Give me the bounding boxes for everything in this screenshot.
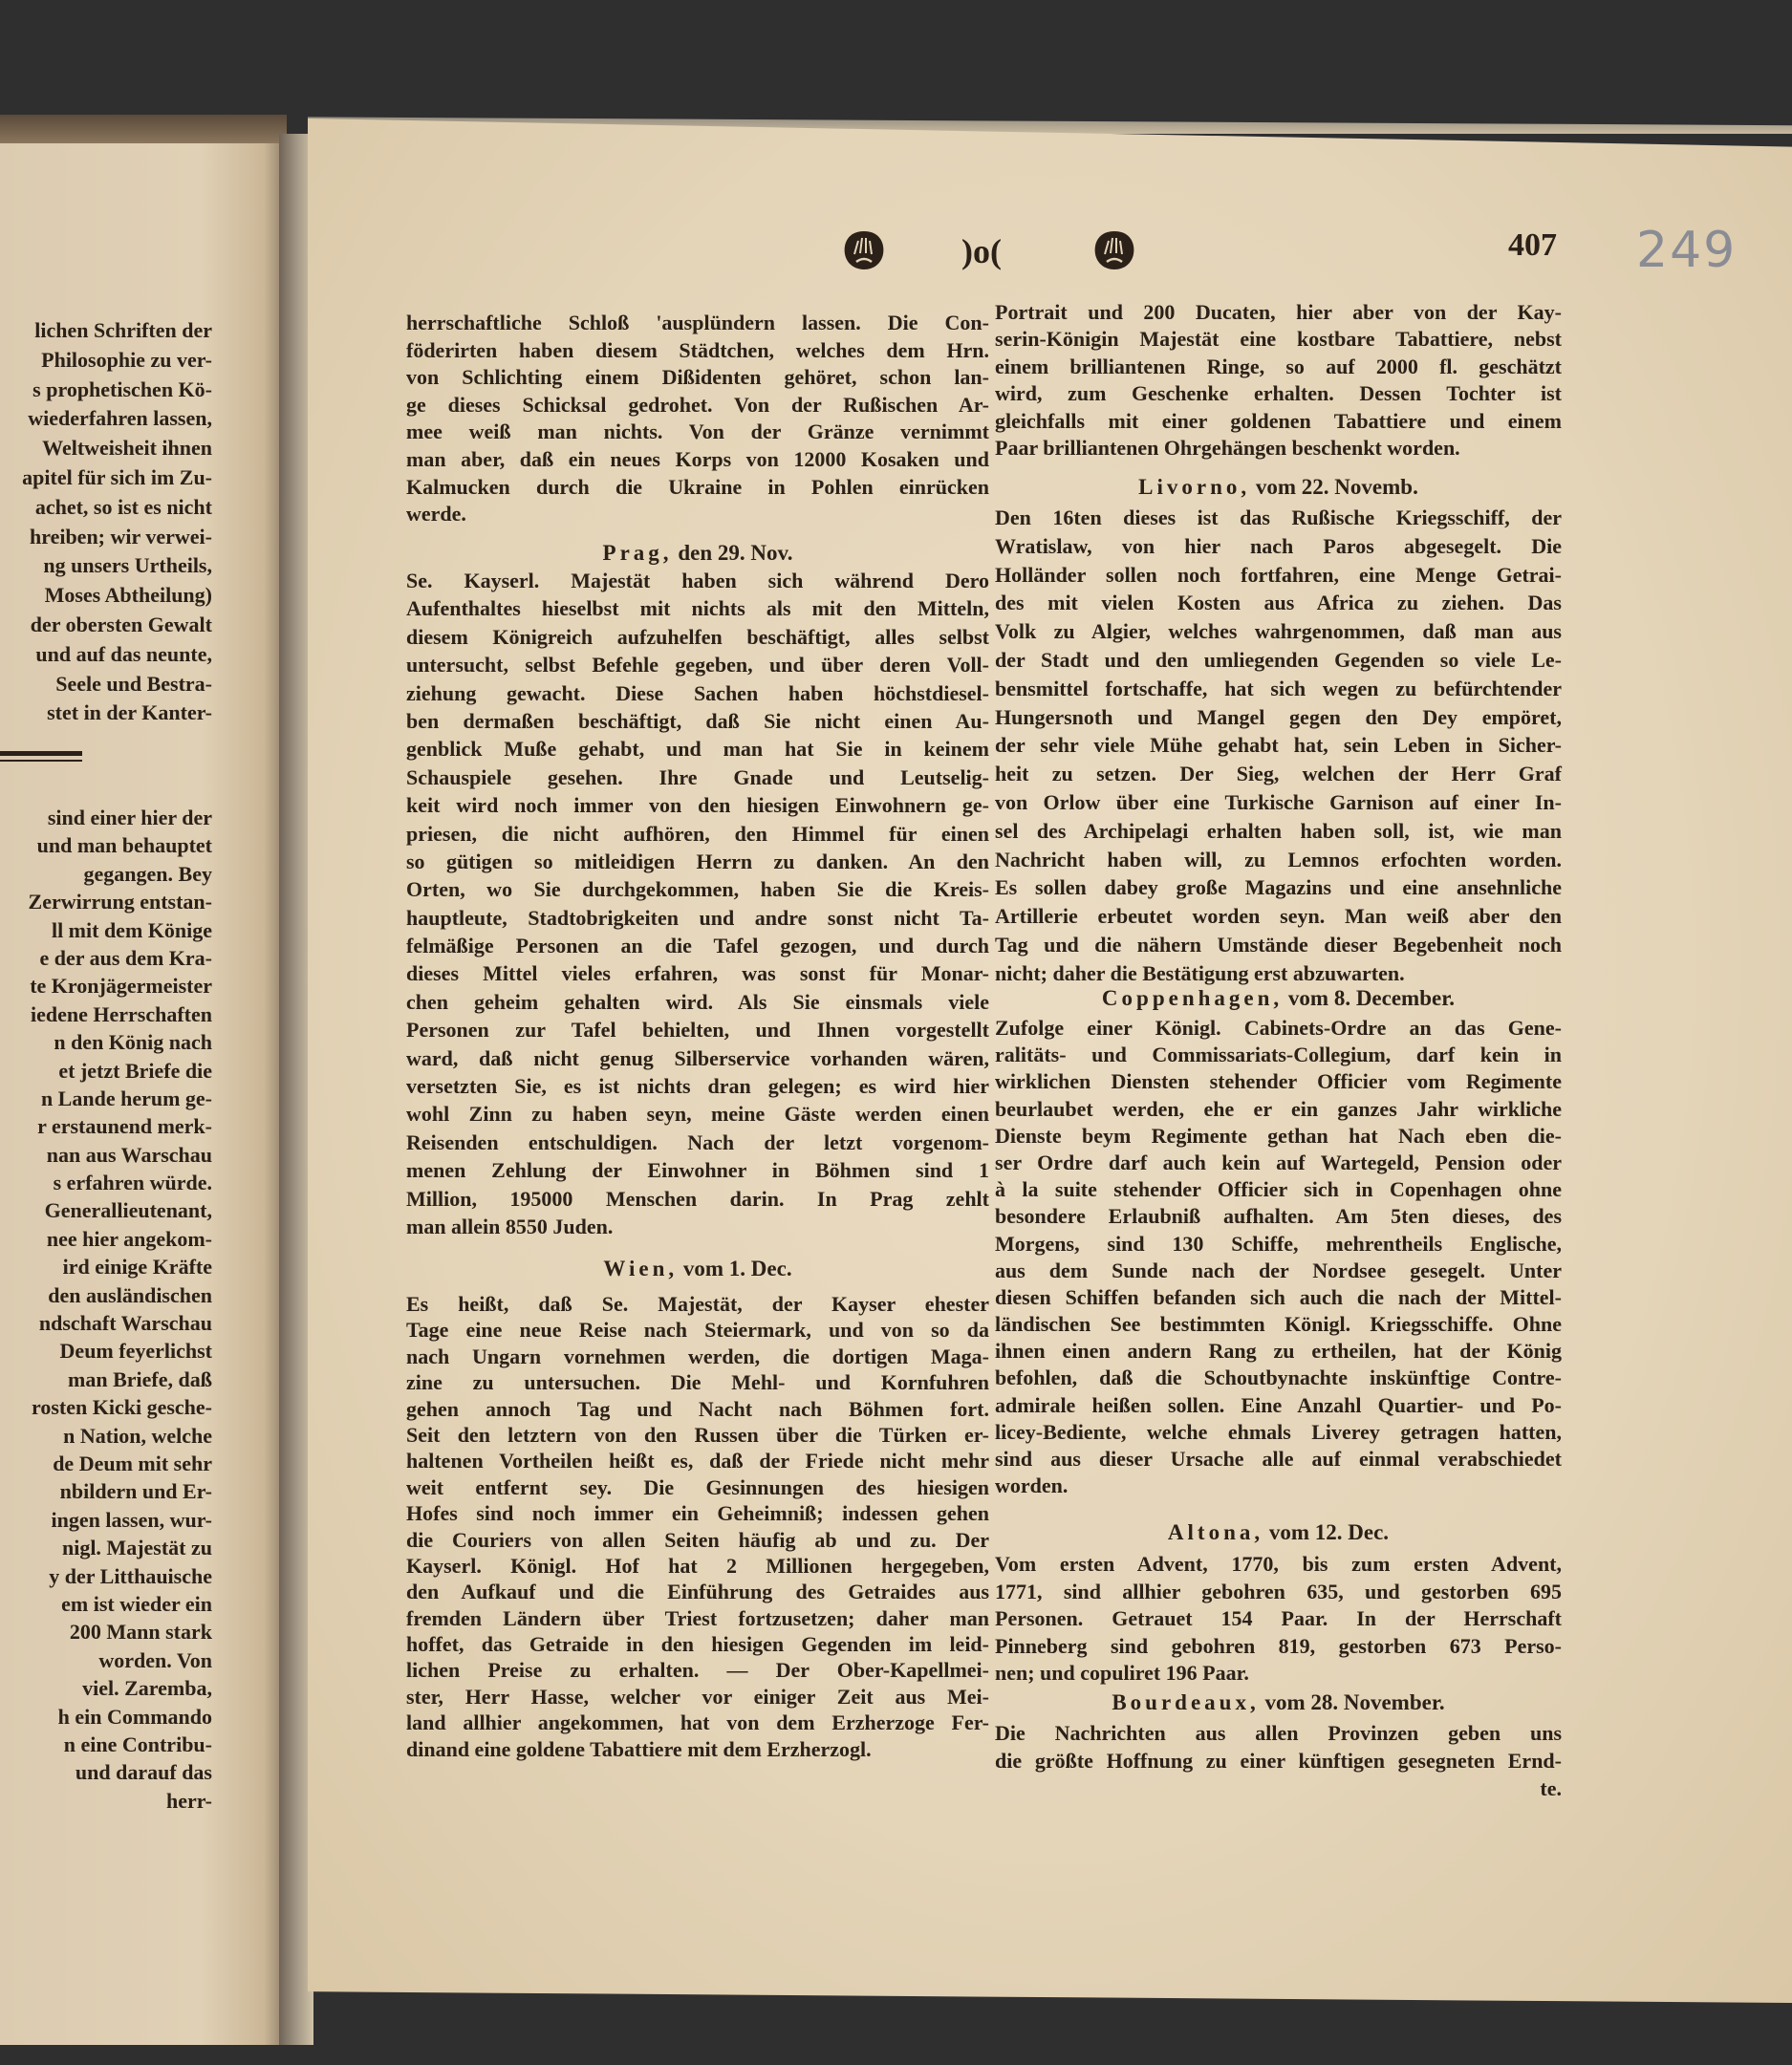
text-line: Tag und die nähern Umstände dieser Begebenheit noch [995, 932, 1562, 957]
text-line: Moses Abtheilung) [44, 583, 212, 608]
text-line: hoffet, das Getraide in den hiesigen Gegenden im leid- [406, 1632, 989, 1657]
text-line: man allein 8550 Juden. [406, 1214, 614, 1238]
text-line: fremden Ländern über Triest fortzusetzen; daher man [406, 1605, 989, 1630]
text-line: nbildern und Er- [59, 1479, 212, 1504]
text-line: n Lande herum ge- [40, 1086, 212, 1110]
text-line: nigl. Majestät zu [61, 1536, 212, 1560]
text-line: ster, Herr Hasse, welcher vor einiger Zeit aus Mei- [406, 1684, 989, 1709]
dateline-date: vom 8. December. [1287, 986, 1456, 1010]
text-line: r erstaunend merk- [37, 1114, 212, 1139]
text-line: Zerwirrung entstan- [28, 890, 212, 914]
text-line: ländischen See bestimmten Königl. Kriegsschiffe. Ohne [995, 1312, 1562, 1337]
dateline-place: Livorno, [1138, 475, 1251, 499]
text-line: Generallieutenant, [44, 1198, 212, 1223]
text-line: die größte Hoffnung zu einer künftigen gesegneten Ernd- [995, 1749, 1562, 1773]
dateline-place: Bourdeaux, [1112, 1690, 1260, 1714]
text-line: föderirten haben diesem Städtchen, welches dem Hrn. [406, 337, 989, 362]
text-line: Volk zu Algier, welches wahrgenommen, daß man aus [995, 619, 1562, 644]
text-line: n den König nach [54, 1030, 212, 1055]
text-line: Orten, wo Sie durchgekommen, haben Sie die Kreis- [406, 877, 989, 902]
text-line: lichen Schriften der [34, 318, 212, 342]
text-line: wiederfahren lassen, [28, 406, 212, 431]
text-line: gleichfalls mit einer goldenen Tabattiere und einem [995, 408, 1562, 433]
text-line: ndschaft Warschau [38, 1311, 212, 1336]
text-line: genblick Muße gehabt, und man hat Sie in keinem [406, 737, 989, 762]
text-line: herr- [165, 1788, 212, 1813]
article-paragraph [995, 1719, 1562, 1802]
text-line: hreiben; wir verwei- [29, 524, 212, 549]
text-line: ward, daß nicht genug Silberservice vorhanden wären, [406, 1045, 989, 1070]
text-line: der sehr viele Mühe gehabt hat, sein Leben in Sicher- [995, 733, 1562, 758]
text-line: ng unsers Urtheils, [43, 553, 212, 578]
text-line: Wratislaw, von hier nach Paros abgesegelt. Die [995, 533, 1562, 558]
text-line: Nachricht haben will, zu Lemnos erfochten worden. [995, 847, 1562, 871]
text-line: Se. Kayserl. Majestät haben sich während Dero [406, 569, 989, 592]
dateline-date: vom 28. November. [1264, 1690, 1445, 1714]
article-paragraph [406, 1291, 989, 1762]
text-line: Deum feyerlichst [59, 1339, 212, 1364]
text-line: Zufolge einer Königl. Cabinets-Ordre an das Gene- [995, 1016, 1562, 1040]
text-line: wirklichen Diensten stehender Officier vom Regimente [995, 1069, 1562, 1094]
left-page-column-bottom [0, 804, 212, 1815]
text-line: aus dem Sunde nach der Nordsee gesegelt. Unter [995, 1258, 1562, 1282]
text-line: gegangen. Bey [83, 861, 212, 886]
text-line: einem brilliantenen Ringe, so auf 2000 fl. geschätzt [995, 354, 1562, 378]
text-line: felmäßige Personen an die Tafel gezogen, und durch [406, 934, 989, 958]
text-line: der obersten Gewalt [30, 612, 212, 636]
article-paragraph [406, 310, 989, 528]
text-line: land allhier angekommen, hat von dem Erzherzoge Fer- [406, 1710, 989, 1735]
text-line: Pinneberg sind gebohren 819, gestorben 673 Perso- [995, 1633, 1562, 1658]
text-line: apitel für sich im Zu- [22, 464, 212, 489]
dateline-heading [995, 1689, 1562, 1716]
text-line: dinand eine goldene Tabattiere mit dem Erzherzogl. [406, 1736, 872, 1761]
text-line: licey-Bediente, welche ehmals Liverey getragen hatten, [995, 1419, 1562, 1444]
text-line: Portrait und 200 Ducaten, hier aber von der Kay- [995, 300, 1562, 324]
text-line: diesen Schiffen befanden sich auch die nach der Mittel- [995, 1284, 1562, 1309]
center-ornament: )o( [961, 232, 1002, 270]
text-line: Hungersnoth und Mangel gegen den Dey empöret, [995, 704, 1562, 729]
text-line: nen; und copuliret 196 Paar. [995, 1661, 1249, 1685]
text-line: zine zu untersuchen. Die Mehl- und Kornfuhren [406, 1370, 989, 1395]
dateline-place: Wien, [603, 1257, 679, 1280]
article-paragraph [995, 299, 1562, 462]
text-line: te Kronjägermeister [30, 974, 212, 999]
text-line: weit entfernt sey. Die Gesinnungen des hiesigen [406, 1474, 989, 1499]
text-line: stet in der Kanter- [47, 700, 212, 725]
text-line: befohlen, daß die Schoutbynachte inskünftige Contre- [995, 1366, 1562, 1390]
section-divider-rule [0, 751, 82, 762]
dateline-date: den 29. Nov. [678, 541, 793, 565]
dateline-date: vom 1. Dec. [682, 1257, 792, 1280]
text-line: ben dermaßen beschäftigt, daß Sie nicht einen Au- [406, 708, 989, 733]
text-line: achet, so ist es nicht [34, 494, 212, 519]
text-line: beurlaubet werden, ehe er ein ganzes Jahr wirkliche [995, 1096, 1562, 1121]
article-paragraph [406, 567, 989, 1240]
text-line: s erfahren würde. [53, 1171, 212, 1195]
text-line: wird, zum Geschenke erhalten. Dessen Tochter ist [995, 381, 1562, 406]
text-line: und auf das neunte, [35, 641, 212, 666]
left-page-column-top [0, 316, 212, 728]
text-line: Den 16ten dieses ist das Rußische Kriegsschiff, der [995, 505, 1562, 529]
text-line: dieses Mittel vieles erfahren, was sonst für Monar- [406, 961, 989, 986]
dateline-heading [995, 985, 1562, 1012]
text-line: Weltweisheit ihnen [42, 436, 212, 461]
text-line: Personen. Getrauet 154 Paar. In der Herrschaft [995, 1606, 1562, 1630]
text-line: worden. Von [98, 1647, 212, 1672]
text-line: Vom ersten Advent, 1770, bis zum ersten Advent, [995, 1552, 1562, 1576]
text-line: werde. [406, 502, 466, 527]
text-line: Kalmucken durch die Ukraine in Pohlen einrücken [406, 474, 989, 499]
text-line: und man behauptet [36, 833, 212, 858]
text-line: so gütigen so mitleidigen Herrn zu danken. An den [406, 849, 989, 873]
text-line: von Orlow über eine Turkische Garnison auf einer In- [995, 789, 1562, 814]
text-line: et jetzt Briefe die [58, 1058, 212, 1083]
text-line: em ist wieder ein [61, 1591, 212, 1616]
text-line: Paar brilliantenen Ohrgehängen beschenkt worden. [995, 435, 1460, 460]
text-line: haltenen Vortheilen heißt es, daß der Friede nicht mehr [406, 1449, 989, 1473]
text-line: serin-Königin Majestät eine kostbare Tabattiere, nebst [995, 327, 1562, 352]
text-line: Holländer sollen noch fortfahren, eine Menge Getrai- [995, 562, 1562, 587]
dateline-place: Prag, [602, 541, 673, 565]
text-line: Million, 195000 Menschen darin. In Prag zehlt [406, 1186, 989, 1211]
text-line: Philosophie zu ver- [41, 347, 212, 372]
text-line: te. [1540, 1776, 1562, 1800]
text-line: ll mit dem Könige [51, 917, 212, 942]
text-line: gehen annoch Tag und Nacht nach Böhmen fort. [406, 1396, 989, 1421]
text-line: Seele und Bestra- [55, 671, 212, 696]
text-line: ingen lassen, wur- [51, 1507, 212, 1532]
text-line: die Couriers von allen Seiten häufig ab und zu. Der [406, 1527, 989, 1552]
text-line: s prophetischen Kö- [32, 376, 212, 401]
text-line: man Briefe, daß [68, 1366, 212, 1391]
text-line: ge dieses Schicksal gedrohet. Von der Rußischen Ar- [406, 392, 989, 417]
article-paragraph [995, 1551, 1562, 1688]
text-line: priesen, die nicht aufhören, den Himmel für einen [406, 821, 989, 846]
text-line: heit zu setzen. Der Sieg, welchen der Herr Graf [995, 762, 1562, 786]
text-line: versetzten Sie, es ist nichts dran gelegen; es wird hier [406, 1074, 989, 1099]
page-number: 407 [1508, 227, 1557, 263]
text-line: worden. [995, 1473, 1069, 1498]
text-line: Artillerie erbeutet worden seyn. Man weiß aber den [995, 904, 1562, 929]
text-line: keit wird noch immer von den hiesigen Einwohnern ge- [406, 793, 989, 818]
text-line: lichen Preise zu erhalten. — Der Ober-Kapellmei- [406, 1658, 989, 1683]
text-line: menen Zehlung der Einwohner in Böhmen sind 1 [406, 1158, 989, 1183]
dateline-date: vom 22. Novemb. [1255, 475, 1418, 499]
text-line: untersucht, selbst Befehle gegeben, und über deren Voll- [406, 653, 989, 678]
dateline-heading [406, 1256, 989, 1282]
text-line: chen geheim gehalten wird. Als Sie einsmals viele [406, 989, 989, 1014]
text-line: Personen zur Tafel behielten, und Ihnen vorgestellt [406, 1018, 989, 1043]
moon-ornament-icon [961, 231, 1002, 271]
dateline-heading [995, 474, 1562, 501]
text-line: der Stadt und den umliegenden Gegenden so viele Le- [995, 647, 1562, 672]
text-line: 200 Mann stark [69, 1620, 212, 1645]
text-line: nach Ungarn vornehmen werden, die dortigen Maga- [406, 1344, 989, 1368]
text-line: n Nation, welche [63, 1423, 212, 1448]
text-line: sind aus dieser Ursache alle auf einmal verabschiedet [995, 1447, 1562, 1471]
text-line: man aber, daß ein neues Korps von 12000 Kosaken und [406, 446, 989, 471]
text-line: Dienste beym Regimente gethan hat Nach eben die- [995, 1123, 1562, 1148]
text-line: Aufenthaltes hieselbst mit nichts als mit den Mitteln, [406, 596, 989, 621]
shell-icon [1091, 229, 1137, 276]
text-line: sel des Archipelagi erhalten haben soll, ist, wie man [995, 818, 1562, 843]
text-line: Reisenden entschuldigen. Nach der letzt vorgenom- [406, 1129, 989, 1154]
dateline-date: vom 12. Dec. [1268, 1520, 1390, 1544]
text-line: diesem Königreich aufzuhelfen beschäftigt, alles selbst [406, 624, 989, 649]
text-line: sind einer hier der [47, 806, 212, 829]
text-line: n eine Contribu- [63, 1732, 212, 1756]
text-line: und darauf das [75, 1760, 212, 1785]
text-line: viel. Zaremba, [82, 1676, 212, 1701]
text-line: Tage eine neue Reise nach Steiermark, und von so da [406, 1318, 989, 1343]
text-line: 1771, sind allhier gebohren 635, und gestorben 695 [995, 1579, 1562, 1603]
text-line: Schauspiele gesehen. Ihre Gnade und Leutselig- [406, 764, 989, 789]
text-line: e der aus dem Kra- [39, 945, 212, 970]
text-line: Die Nachrichten aus allen Provinzen geben uns [995, 1721, 1562, 1745]
text-line: Morgens, sind 130 Schiffe, mehrentheils Englische, [995, 1231, 1562, 1256]
text-line: bensmittel fortschaffe, hat sich wegen zu befürchtender [995, 676, 1562, 700]
text-line: admirale heißen sollen. Eine Anzahl Quartier- und Po- [995, 1392, 1562, 1417]
text-line: rosten Kicki gesche- [31, 1395, 212, 1420]
text-line: à la suite stehender Officier sich in Copenhagen ohne [995, 1177, 1562, 1202]
text-line: ihnen einen andern Rang zu ertheilen, hat der König [995, 1339, 1562, 1364]
text-line: iedene Herrschaften [31, 1001, 212, 1026]
text-line: ird einige Kräfte [62, 1255, 212, 1280]
text-line: Hofes sind noch immer ein Geheimniß; indessen gehen [406, 1501, 989, 1526]
text-line: hauptleute, Stadtobrigkeiten und andre sonst nicht Ta- [406, 905, 989, 930]
article-paragraph [995, 1015, 1562, 1499]
text-line: von Schlichting einem Dißidenten gehöret, schon lan- [406, 365, 989, 390]
text-line: de Deum mit sehr [53, 1451, 212, 1475]
dateline-place: Coppenhagen, [1101, 986, 1284, 1010]
article-paragraph [995, 504, 1562, 988]
dateline-heading [406, 540, 989, 567]
text-line: Es sollen dabey große Magazins und eine ansehnliche [995, 875, 1562, 900]
text-line: ziehung gewacht. Diese Sachen haben höchstdiesel- [406, 680, 989, 705]
text-line: nicht; daher die Bestätigung erst abzuwarten. [995, 960, 1405, 985]
text-line: ser Ordre darf auch kein auf Wartegeld, Pension oder [995, 1150, 1562, 1174]
text-line: den ausländischen [48, 1282, 212, 1307]
text-line: den Aufkauf und die Einführung des Getraides aus [406, 1580, 989, 1604]
handwritten-archive-number: 249 [1636, 222, 1738, 279]
text-line: herrschaftliche Schloß 'ausplündern lassen. Die Con- [406, 311, 989, 334]
text-line: nan aus Warschau [46, 1142, 212, 1167]
text-line: h ein Commando [57, 1704, 212, 1729]
text-line: Kayserl. Königl. Hof hat 2 Millionen hergegeben, [406, 1553, 989, 1578]
text-line: y der Litthauische [49, 1563, 212, 1588]
text-line: nee hier angekom- [46, 1226, 212, 1251]
dateline-place: Altona, [1167, 1520, 1264, 1544]
shell-icon [841, 229, 887, 276]
text-line: Seit den letztern von den Russen über die Türken er- [406, 1422, 989, 1447]
text-line: wohl Zinn zu haben seyn, meine Gäste werden einen [406, 1102, 989, 1127]
text-line: mee weiß man nichts. Von der Gränze vernimmt [406, 419, 989, 444]
text-line: ralitäts- und Commissariats-Collegium, darf kein in [995, 1043, 1562, 1067]
text-line: besondere Erlaubniß aufhalten. Am 5ten dieses, des [995, 1204, 1562, 1229]
dateline-heading [995, 1519, 1562, 1546]
text-line: des mit vielen Kosten aus Africa zu ziehen. Das [995, 591, 1562, 615]
text-line: Es heißt, daß Se. Majestät, der Kayser ehester [406, 1292, 989, 1316]
